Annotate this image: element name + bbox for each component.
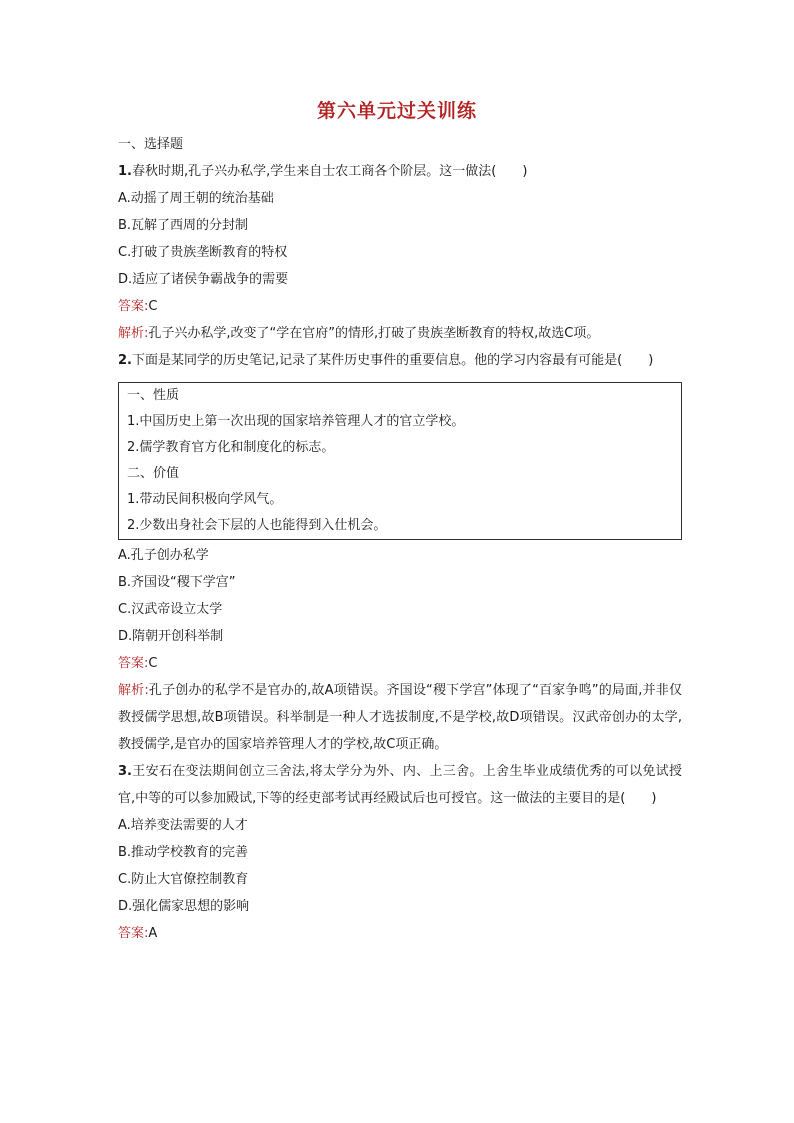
q1-option-a: A.动摇了周王朝的统治基础 bbox=[118, 191, 274, 206]
notes-line: 一、性质 bbox=[127, 388, 180, 403]
q2-option-d: D.隋朝开创科举制 bbox=[118, 629, 224, 644]
notes-line: 2.儒学教育官方化和制度化的标志。 bbox=[127, 440, 335, 455]
question-text: 下面是某同学的历史笔记,记录了某件历史事件的重要信息。他的学习内容最有可能是( ) bbox=[131, 353, 654, 368]
question-text: 王安石在变法期间创立三舍法,将太学分为外、内、上三舍。上舍生毕业成绩优秀的可以免试授官,中等的可以参加殿试,下等的经吏部考试再经殿试后也可授官。这一做法的主要目的是( ) bbox=[118, 764, 682, 806]
q2-option-b: B.齐国设“稷下学宫” bbox=[118, 575, 236, 590]
q3-option-d: D.强化儒家思想的影响 bbox=[118, 899, 250, 914]
q1-option-d: D.适应了诸侯争霸战争的需要 bbox=[118, 272, 289, 287]
notes-line: 1.带动民间积极向学风气。 bbox=[127, 492, 283, 507]
notes-line: 二、价值 bbox=[127, 466, 180, 481]
analysis-label: 解析: bbox=[118, 326, 149, 341]
notes-box bbox=[118, 382, 682, 540]
q3-answer bbox=[118, 920, 682, 947]
question-number: 1. bbox=[118, 164, 132, 179]
q2-analysis bbox=[118, 677, 682, 758]
analysis-label: 解析: bbox=[118, 683, 149, 698]
question-3-stem bbox=[118, 758, 682, 812]
question-text: 春秋时期,孔子兴办私学,学生来自士农工商各个阶层。这一做法( ) bbox=[131, 164, 528, 179]
content bbox=[118, 131, 682, 947]
q1-analysis bbox=[118, 320, 682, 347]
answer-label: 答案: bbox=[118, 299, 149, 314]
answer-label: 答案: bbox=[118, 926, 149, 941]
q1-answer bbox=[118, 293, 682, 320]
question-number: 3. bbox=[118, 764, 132, 779]
section-heading: 一、选择题 bbox=[118, 137, 184, 152]
q2-option-c: C.汉武帝设立太学 bbox=[118, 602, 223, 617]
analysis-text: 孔子兴办私学,改变了“学在官府”的情形,打破了贵族垄断教育的特权,故选C项。 bbox=[148, 326, 600, 341]
analysis-text: 孔子创办的私学不是官办的,故A项错误。齐国设“稷下学宫”体现了“百家争鸣”的局面,并非仅教授儒学思想,故B项错误。科举制是一种人才选拔制度,不是学校,故D项错误。汉武帝创办的太学,教授儒学,是官办的国家培养管理人才的学校,故C项正确。 bbox=[118, 683, 682, 752]
q1-option-b: B.瓦解了西周的分封制 bbox=[118, 218, 249, 233]
answer-value: C bbox=[148, 656, 158, 671]
page-title: 第六单元过关训练 bbox=[316, 100, 477, 122]
question-2-stem bbox=[118, 347, 682, 374]
q3-option-b: B.推动学校教育的完善 bbox=[118, 845, 249, 860]
q3-option-c: C.防止大官僚控制教育 bbox=[118, 872, 249, 887]
notes-line: 2.少数出身社会下层的人也能得到入仕机会。 bbox=[127, 518, 387, 533]
question-1-stem bbox=[118, 158, 682, 185]
answer-value: C bbox=[148, 299, 158, 314]
answer-value: A bbox=[148, 926, 158, 941]
q1-option-c: C.打破了贵族垄断教育的特权 bbox=[118, 245, 288, 260]
question-number: 2. bbox=[118, 353, 132, 368]
q2-answer bbox=[118, 650, 682, 677]
q2-option-a: A.孔子创办私学 bbox=[118, 548, 209, 563]
notes-line: 1.中国历史上第一次出现的国家培养管理人才的官立学校。 bbox=[127, 414, 465, 429]
q3-option-a: A.培养变法需要的人才 bbox=[118, 818, 248, 833]
answer-label: 答案: bbox=[118, 656, 149, 671]
